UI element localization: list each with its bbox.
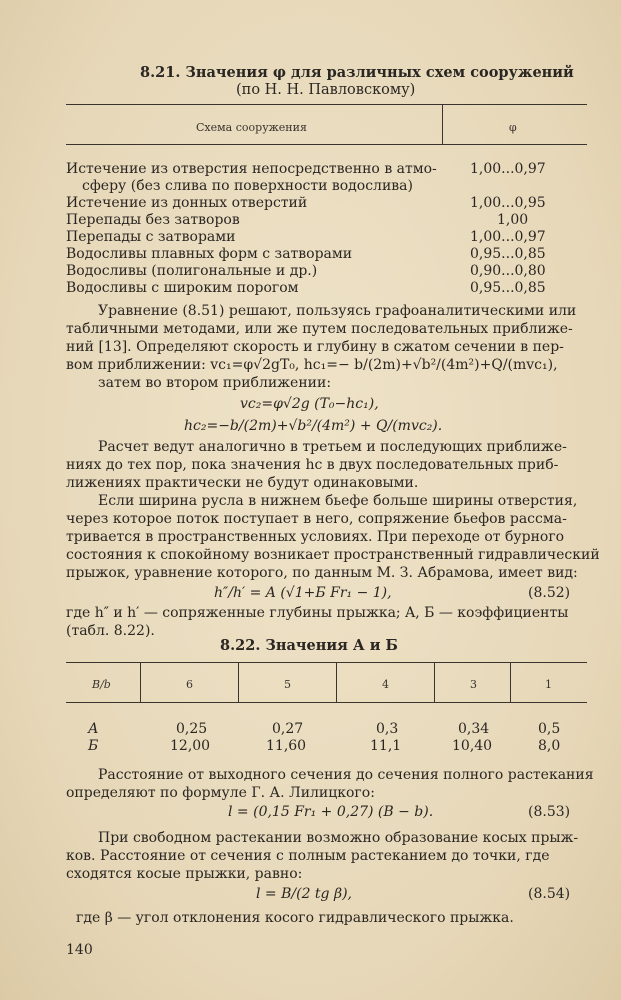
- paragraph-line: вом приближении: vc₁=φ√2gT₀, hc₁=− b/(2m)+√b²/(4m²)+Q/(mvc₁),: [66, 357, 558, 373]
- paragraph-line: табличными методами, или же путем последовательных приближе-: [66, 321, 573, 337]
- table1-row-value: 0,90...0,80: [470, 263, 546, 279]
- table2-cell: 8,0: [538, 738, 561, 754]
- table2-cell: 11,60: [266, 738, 307, 754]
- table2-cell: 0,27: [272, 721, 304, 737]
- table1-top-rule: [66, 104, 587, 105]
- table1-subtitle: (по Н. Н. Павловскому): [236, 82, 416, 98]
- table2-row-label: Б: [88, 738, 99, 754]
- table1-header-rule: [66, 144, 587, 145]
- table2-header: 5: [284, 678, 291, 691]
- paragraph-line: прыжок, уравнение которого, по данным М. З. Абрамова, имеет вид:: [66, 565, 578, 581]
- table1-row-label: Перепады с затворами: [66, 229, 236, 245]
- paragraph-line: Если ширина русла в нижнем бьефе больше ширины отверстия,: [98, 493, 578, 509]
- paragraph-line: Расстояние от выходного сечения до сечения полного растекания: [98, 767, 594, 783]
- table1-row-label: Перепады без затворов: [66, 212, 240, 228]
- table1-col-divider: [442, 104, 443, 144]
- page-number: 140: [66, 942, 93, 958]
- table1-row-label: Истечение из донных отверстий: [66, 195, 308, 211]
- paragraph-line: состояния к спокойному возникает пространственный гидравлический: [66, 547, 600, 563]
- paragraph-line: ниях до тех пор, пока значения hc в двух последовательных приб-: [66, 457, 559, 473]
- table1-row-label: Водосливы (полигональные и др.): [66, 263, 318, 279]
- table2-top-rule: [66, 662, 587, 663]
- paragraph-line: Расчет ведут аналогично в третьем и последующих приближе-: [98, 439, 567, 455]
- formula-8-52: h″/h′ = A (√1+Б Fr₁ − 1),: [214, 585, 392, 601]
- paragraph-line: через которое поток поступает в него, сопряжение бьефов рассма-: [66, 511, 567, 527]
- table1-row-label: Водосливы плавных форм с затворами: [66, 246, 353, 262]
- table2-col-divider: [140, 662, 141, 702]
- table1-row-value: 1,00...0,97: [470, 229, 546, 245]
- table2-col-divider: [510, 662, 511, 702]
- table1-header-scheme: Схема сооружения: [196, 121, 307, 134]
- table2-header: 3: [470, 678, 477, 691]
- table2-row-label: А: [88, 721, 99, 737]
- table2-header: 4: [382, 678, 389, 691]
- formula-8-54: l = B/(2 tg β),: [256, 886, 352, 902]
- table2-header: 6: [186, 678, 193, 691]
- table1-row-value: 0,95...0,85: [470, 246, 546, 262]
- paragraph-line: где β — угол отклонения косого гидравлического прыжка.: [76, 910, 514, 926]
- paragraph-line: тривается в пространственных условиях. При переходе от бурного: [66, 529, 565, 545]
- paragraph-line: сходятся косые прыжки, равно:: [66, 866, 303, 882]
- paragraph-line: Уравнение (8.51) решают, пользуясь графоаналитическими или: [98, 303, 577, 319]
- equation-number: (8.52): [528, 585, 571, 601]
- table1-row-value: 1,00...0,97: [470, 161, 546, 177]
- table2-cell: 12,00: [170, 738, 211, 754]
- paragraph-line: При свободном растекании возможно образование косых прыж-: [98, 830, 579, 846]
- table2-cell: 0,25: [176, 721, 208, 737]
- paragraph-line: ков. Расстояние от сечения с полным растеканием до точки, где: [66, 848, 550, 864]
- table1-row-value: 1,00: [497, 212, 529, 228]
- table2-cell: 0,3: [376, 721, 399, 737]
- table1-row-label: Водосливы с широким порогом: [66, 280, 299, 296]
- paragraph-line: определяют по формуле Г. А. Лилицкого:: [66, 785, 375, 801]
- table2-col-divider: [336, 662, 337, 702]
- table2-header-rule: [66, 702, 587, 703]
- formula-hc2: hc₂=−b/(2m)+√b²/(4m²) + Q/(mvc₂).: [184, 418, 443, 434]
- table2-header-ratio: B/b: [92, 678, 111, 691]
- table2-header: 1: [545, 678, 552, 691]
- table2-cell: 10,40: [452, 738, 493, 754]
- paragraph-line: лижениях практически не будут одинаковыми.: [66, 475, 419, 491]
- table1-title: 8.21. Значения φ для различных схем сооружений: [140, 64, 574, 81]
- table2-cell: 11,1: [370, 738, 402, 754]
- table2-cell: 0,34: [458, 721, 490, 737]
- formula-8-53: l = (0,15 Fr₁ + 0,27) (B − b).: [228, 804, 434, 820]
- table2-col-divider: [238, 662, 239, 702]
- table1-row-label-cont: сферу (без слива по поверхности водослива): [82, 178, 413, 194]
- paragraph-line: (табл. 8.22).: [66, 623, 155, 639]
- equation-number: (8.53): [528, 804, 571, 820]
- table2-col-divider: [434, 662, 435, 702]
- table2-cell: 0,5: [538, 721, 561, 737]
- table1-header-phi: φ: [509, 121, 517, 134]
- table2-title: 8.22. Значения А и Б: [220, 637, 398, 654]
- formula-vc2: vc₂=φ√2g (T₀−hc₁),: [240, 396, 379, 412]
- equation-number: (8.54): [528, 886, 571, 902]
- table1-row-label: Истечение из отверстия непосредственно в атмо-: [66, 161, 437, 177]
- table1-row-value: 0,95...0,85: [470, 280, 546, 296]
- paragraph-line: где h″ и h′ — сопряженные глубины прыжка; A, Б — коэффициенты: [66, 605, 569, 621]
- table1-row-value: 1,00...0,95: [470, 195, 546, 211]
- paragraph-line: ний [13]. Определяют скорость и глубину в сжатом сечении в пер-: [66, 339, 564, 355]
- paragraph-line: затем во втором приближении:: [98, 375, 332, 391]
